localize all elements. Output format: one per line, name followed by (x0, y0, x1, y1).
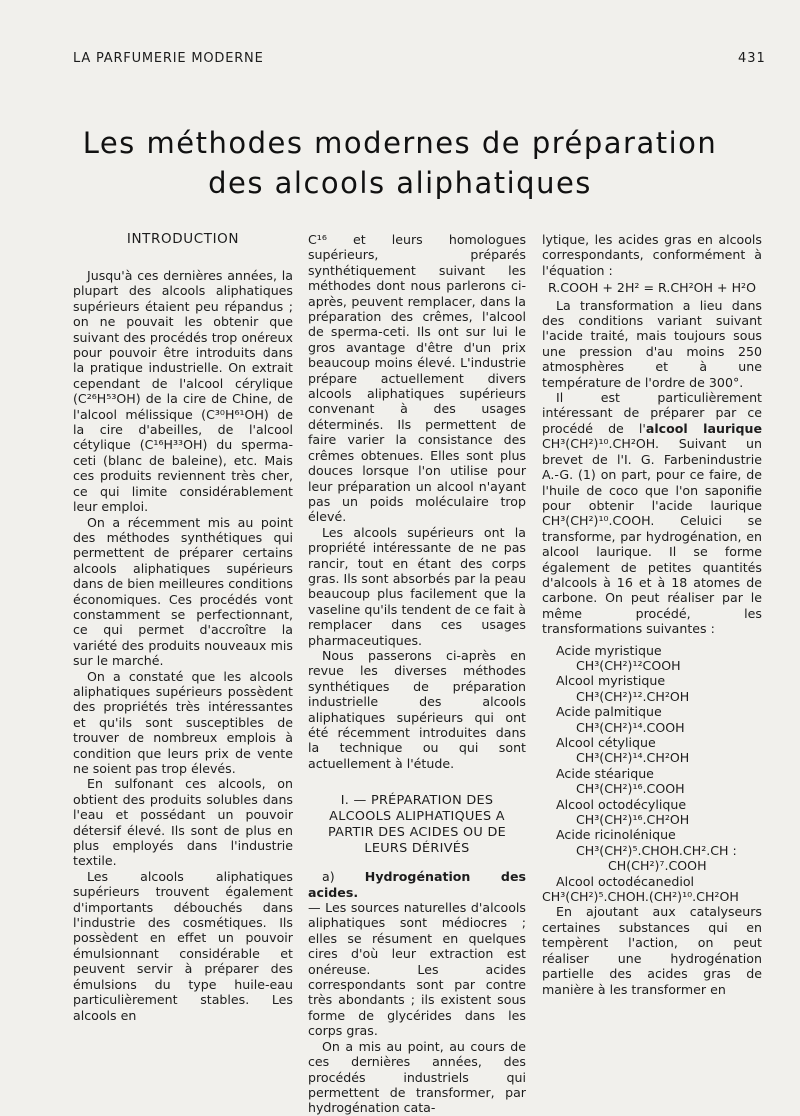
compound-formula: CH³(CH²)¹⁶.CH²OH (576, 812, 690, 828)
compound-name: Alcool cétylique (556, 735, 656, 750)
paragraph: Les alcools supérieurs ont la propriété intéressante de ne pas rancir, tout en étant des corps gras. Ils sont absorbés par la peau beaucoup plus facilement que la vaseline qu'ils tendent de ce fait à remplacer dans ces usages pharmaceutiques. (308, 524, 526, 648)
paragraph: Nous passerons ci-après en revue les diverses méthodes synthétiques de préparation industrielle des alcools aliphatiques supérieurs qui ont été récemment introduites dans la technique ou qui sont actuellement à l'étude. (308, 647, 526, 771)
paragraph: En sulfonant ces alcools, on obtient des produits solubles dans l'eau et possédant un pouvoir détersif élevé. Ils sont de plus en plus employés dans l'industrie textile. (73, 776, 293, 869)
paragraph: Les alcools aliphatiques supérieurs trouvent également d'importants débouchés dans l'industrie des cosmétiques. Ils possèdent en effet un pouvoir émulsionnant considérable et peuvent servir à préparer des émulsions du type huile-eau particulièrement stables. Les alcools en (73, 868, 293, 1023)
compound-list (542, 643, 762, 905)
paragraph: C¹⁶ et leurs homologues supérieurs, préparés synthétiquement suivant les méthodes dont nous parlerons ci-après, peuvent remplacer, dans la préparation des crêmes, l'alcool de sperma-ceti. Ils ont sur lui le gros avantage d'être d'un prix beaucoup moins élevé. L'industrie prépare actuellement divers alcools aliphatiques supérieurs convenant à des usages déterminés. Ils permettent de faire varier la consistance des crêmes obtenues. Elles sont plus douces lorsque l'on utilise pour leur préparation un alcool n'ayant pas un poids moléculaire trop élevé. (308, 232, 526, 525)
compound-formula: CH³(CH²)¹²COOH (576, 657, 681, 673)
paragraph: On a constaté que les alcools aliphatiques supérieurs possèdent des propriétés très intéressantes et qu'ils sont susceptibles de trouver de nombreux emplois à condition que leurs prix de vente ne soient pas trop élevés. (73, 668, 293, 776)
paragraph: La transformation a lieu dans des conditions variant suivant l'acide traité, mais toujours sous une pression d'au moins 250 atmosphères et à une température de l'ordre de 300°. (542, 297, 762, 390)
paragraph: lytique, les acides gras en alcools correspondants, conformément à l'équation : (542, 232, 762, 278)
paragraph: On a mis au point, au cours de ces dernières années, des procédés industriels qui permettent de transformer, par hydrogénation cata- (308, 1038, 526, 1116)
compound-formula: CH³(CH²)¹².CH²OH (576, 688, 690, 704)
compound-name: Alcool octodécylique (556, 796, 687, 812)
compound-name: Acide ricinolénique (556, 827, 676, 843)
compound-formula: CH³(CH²)⁵.CHOH.CH².CH : (576, 842, 737, 858)
compound-formula: CH³(CH²)⁵.CHOH.(CH²)¹⁰.CH²OH (542, 889, 739, 905)
page-number: 431 (738, 51, 766, 66)
section-heading-introduction: INTRODUCTION (126, 231, 240, 247)
compound-name: Alcool myristique (556, 673, 666, 689)
subsection-paragraph (308, 869, 526, 900)
compound-formula: CH(CH²)⁷.COOH (608, 858, 707, 874)
compound-name: Acide stéarique (556, 765, 654, 781)
title-line-1: Les méthodes modernes de préparation (82, 126, 718, 160)
bold-term: alcool laurique (645, 420, 762, 436)
compound-formula: CH³(CH²)¹⁶.COOH (576, 781, 685, 797)
compound-name: Acide palmitique (556, 704, 662, 720)
compound-name: Alcool octodécanediol (556, 873, 695, 889)
compound-formula: CH³(CH²)¹⁴.CH²OH (576, 750, 690, 766)
compound-name: Acide myristique (556, 642, 662, 658)
paragraph-alcool-laurique (542, 390, 762, 637)
subsection-title: Hydrogénation des acides. (308, 869, 526, 900)
article-title (40, 123, 760, 203)
equation: R.COOH + 2H² = R.CH²OH + H²O (547, 280, 757, 296)
compound-formula: CH³(CH²)¹⁴.COOH (576, 719, 685, 735)
text-run: CH³(CH²)¹⁰.CH²OH. Suivant un brevet de l'I. G. Farbenindustrie A.-G. (1) on part, pour ce faire, de l'huile de coco que l'on saponifie pour obtenir l'acide laurique CH³(CH²)¹⁰.COOH. Celuici se transforme, par hydrogénation, en alcool laurique. Il se forme également de petites quantités d'alcools à 16 et à 18 atomes de carbone. On peut réaliser par le même procédé, les transformations suivantes : (542, 436, 762, 637)
paragraph: — Les sources naturelles d'alcools aliphatiques sont médiocres ; elles se résument en quelques cires d'où leur extraction est onéreuse. Les acides correspondants sont par contre très abondants ; ils existent sous forme de glycérides dans les corps gras. (308, 900, 526, 1039)
column-1 (73, 232, 293, 1023)
text-run: Il est particulièrement intéressant de préparer par ce procédé de l' (542, 390, 762, 436)
column-2 (308, 232, 526, 1116)
journal-name: LA PARFUMERIE MODERNE (73, 51, 264, 66)
section-heading-1: I. — PRÉPARATION DES ALCOOLS ALIPHATIQUES A PARTIR DES ACIDES OU DE LEURS DÉRIVÉS (327, 793, 506, 857)
paragraph: On a récemment mis au point des méthodes synthétiques qui permettent de préparer certains alcools aliphatiques supérieurs dans de bien meilleures conditions économiques. Ces procédés vont constamment se perfectionnant, ce qui permet d'accroître la variété des produits nouveaux mis sur le marché. (73, 514, 293, 669)
title-line-2: des alcools aliphatiques (208, 166, 592, 200)
paragraph: En ajoutant aux catalyseurs certaines substances qui en tempèrent l'action, on peut réaliser une hydrogénation partielle des acides gras de manière à les transformer en (542, 904, 762, 997)
column-3 (542, 232, 762, 997)
paragraph: Jusqu'à ces dernières années, la plupart des alcools aliphatiques supérieurs étaient peu répandus ; on ne pouvait les obtenir que suivant des procédés trop onéreux pour pouvoir être introduits dans la pratique industrielle. On extrait cependant de l'alcool cérylique (C²⁶H⁵³OH) de la cire de Chine, de l'alcool mélissique (C³⁰H⁶¹OH) de la cire d'abeilles, de l'alcool cétylique (C¹⁶H³³OH) du sperma-ceti (blanc de baleine), etc. Mais ces produits reviennent très cher, ce qui limite considérablement leur emploi. (73, 268, 293, 515)
subsection-label: a) (322, 869, 335, 885)
